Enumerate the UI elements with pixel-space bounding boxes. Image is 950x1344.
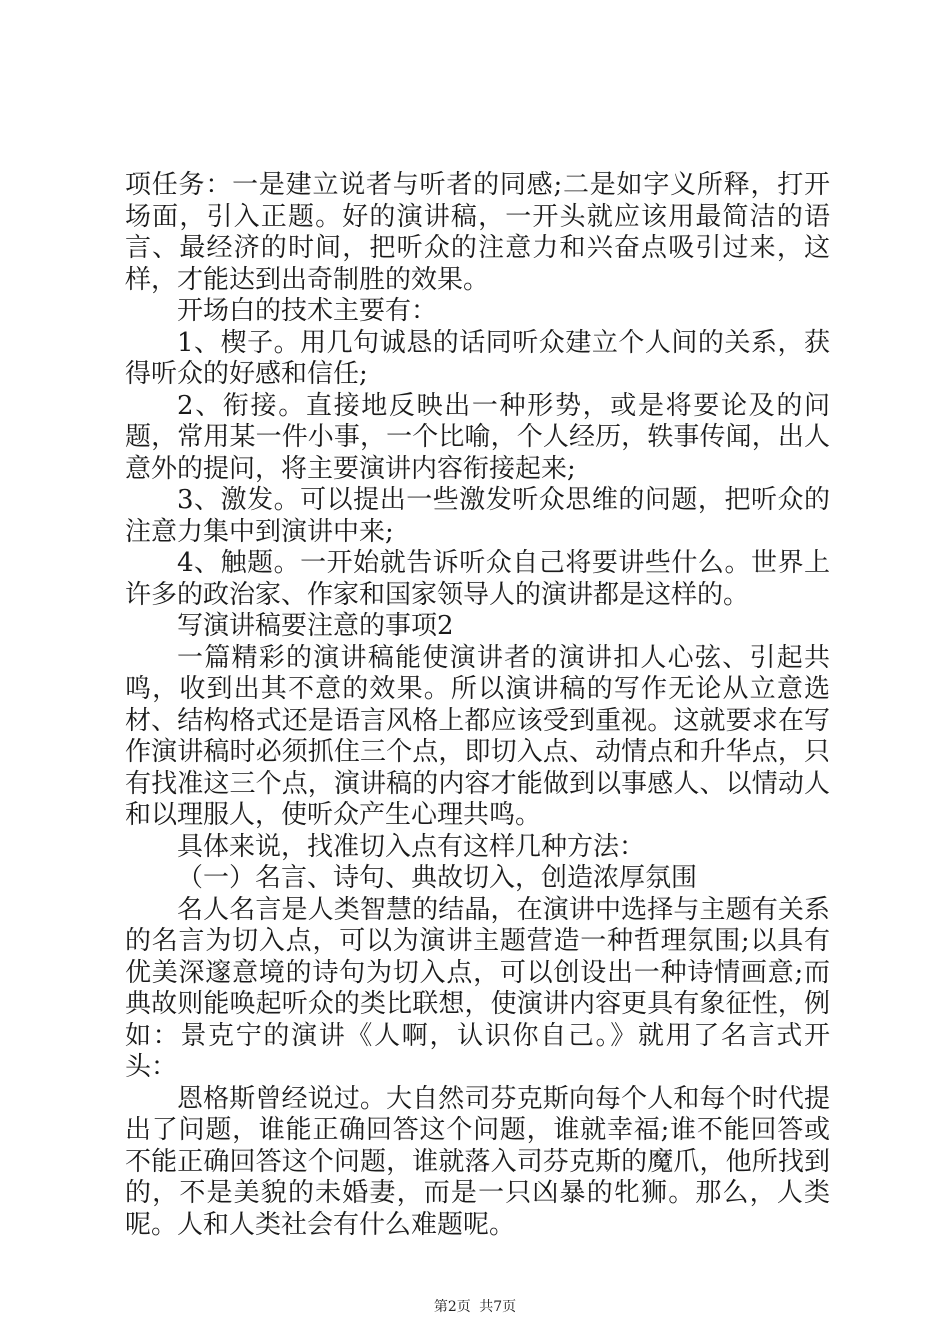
paragraph: 4、触题。一开始就告诉听众自己将要讲些什么。世界上许多的政治家、作家和国家领导人的演讲都是这样的。 [125,548,830,610]
paragraph: 1、楔子。用几句诚恳的话同听众建立个人间的关系，获得听众的好感和信任; [125,327,830,389]
paragraph: 名人名言是人类智慧的结晶，在演讲中选择与主题有关系的名言为切入点，可以为演讲主题营造一种哲理氛围;以具有优美深邃意境的诗句为切入点，可以创设出一种诗情画意;而典故则能唤起听众的类比联想，使演讲内容更具有象征性，例如：景克宁的演讲《人啊，认识你自己。》就用了名言式开头： [125,894,830,1082]
paragraph: 恩格斯曾经说过。大自然司芬克斯向每个人和每个时代提出了问题，谁能正确回答这个问题，谁就幸福;谁不能回答或不能正确回答这个问题，谁就落入司芬克斯的魔爪，他所找到的，不是美貌的未婚妻，而是一只凶暴的牝狮。那么，人类呢。人和人类社会有什么难题呢。 [125,1083,830,1240]
paragraph: 3、激发。可以提出一些激发听众思维的问题，把听众的注意力集中到演讲中来; [125,485,830,547]
page-footer [0,1296,950,1316]
body-text [125,170,830,1241]
page-number: 第2页 [433,1299,471,1315]
paragraph: 一篇精彩的演讲稿能使演讲者的演讲扣人心弦、引起共鸣，收到出其不意的效果。所以演讲稿的写作无论从立意选材、结构格式还是语言风格上都应该受到重视。这就要求在写作演讲稿时必须抓住三个点，即切入点、动情点和升华点，只有找准这三个点，演讲稿的内容才能做到以事感人、以情动人和以理服人，使听众产生心理共鸣。 [125,642,830,830]
page-total: 共7页 [479,1299,517,1315]
paragraph: 具体来说，找准切入点有这样几种方法： [177,831,646,862]
section-heading: 写演讲稿要注意的事项2 [177,611,454,641]
subsection-heading: （一）名言、诗句、典故切入，创造浓厚氛围 [177,863,698,893]
paragraph: 开场白的技术主要有： [177,296,438,326]
paragraph: 2、衔接。直接地反映出一种形势，或是将要论及的问题，常用某一件小事，一个比喻，个人经历，轶事传闻，出人意外的提问，将主要演讲内容衔接起来; [125,390,830,484]
paragraph: 项任务：一是建立说者与听者的同感;二是如字义所释，打开场面，引入正题。好的演讲稿，一开头就应该用最简洁的语言、最经济的时间，把听众的注意力和兴奋点吸引过来，这样，才能达到出奇制胜的效果。 [125,170,830,295]
